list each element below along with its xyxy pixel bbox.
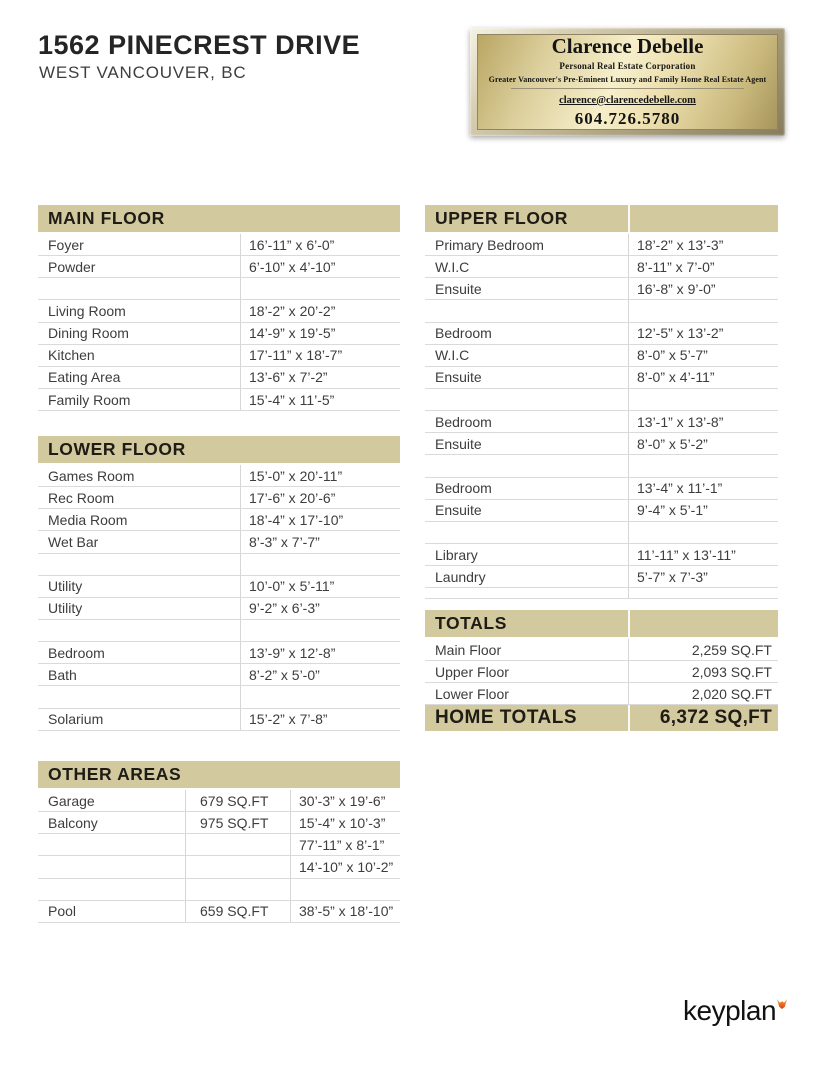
table-row [425, 345, 778, 367]
table-row [38, 323, 400, 345]
upper-floor-title: UPPER FLOOR [435, 208, 568, 228]
floor-sqft: 2,093 SQ.FT [628, 661, 778, 682]
room-dims: 18’-2” x 13’-3” [628, 234, 778, 255]
area-sqft [185, 834, 290, 855]
room-dims: 12’-5” x 13’-2” [628, 323, 778, 344]
table-row [425, 433, 778, 455]
room-name: W.I.C [435, 347, 470, 364]
room-name: Utility [48, 578, 83, 595]
table-row [425, 256, 778, 278]
room-dims: 13’-6” x 7’-2” [240, 367, 400, 388]
floor-name: Lower Floor [435, 685, 509, 702]
room-name: Ensuite [435, 435, 482, 452]
table-row [425, 500, 778, 522]
table-row [38, 901, 400, 923]
room-name [425, 300, 628, 321]
area-dims: 38’-5” x 18’-10” [290, 901, 400, 922]
table-row [38, 812, 400, 834]
area-sqft: 659 SQ.FT [185, 901, 290, 922]
area-name [38, 879, 185, 900]
home-totals-row [425, 705, 778, 731]
room-dims: 15’-0” x 20’-11” [240, 465, 400, 486]
room-dims [240, 278, 400, 299]
room-name [38, 278, 240, 299]
agent-email-link[interactable]: clarence@clarencedebelle.com [559, 94, 696, 106]
room-name: Kitchen [48, 347, 95, 364]
room-name [38, 686, 240, 707]
room-name: W.I.C [435, 258, 470, 275]
agent-card [470, 28, 785, 136]
agent-phone: 604.726.5780 [574, 108, 681, 128]
room-dims: 9’-4” x 5’-1” [628, 500, 778, 521]
home-totals-value: 6,372 SQ,FT [628, 705, 778, 731]
room-dims: 8’-11” x 7’-0” [628, 256, 778, 277]
room-dims: 8’-0” x 5’-7” [628, 345, 778, 366]
other-areas-title: OTHER AREAS [48, 764, 182, 784]
table-row [38, 300, 400, 322]
room-dims: 16’-11” x 6’-0” [240, 234, 400, 255]
table-row [38, 509, 400, 531]
keyplan-logo-text: keyplan [683, 995, 777, 1026]
table-row [38, 642, 400, 664]
area-dims [290, 879, 400, 900]
area-dims: 14’-10” x 10’-2” [290, 856, 400, 877]
table-row [425, 278, 778, 300]
main-floor-title: MAIN FLOOR [48, 208, 165, 228]
room-dims [240, 620, 400, 641]
room-dims [628, 389, 778, 410]
table-row [425, 566, 778, 588]
totals-header-spacer [628, 610, 778, 637]
room-name: Utility [48, 600, 83, 617]
area-dims: 77’-11” x 8’-1” [290, 834, 400, 855]
area-sqft: 975 SQ.FT [185, 812, 290, 833]
room-name: Bedroom [435, 413, 492, 430]
room-dims: 17’-6” x 20’-6” [240, 487, 400, 508]
room-dims: 6’-10” x 4’-10” [240, 256, 400, 277]
area-name: Garage [48, 792, 95, 809]
table-row [38, 598, 400, 620]
page-subtitle: WEST VANCOUVER, BC [39, 63, 247, 82]
room-dims: 18’-2” x 20’-2” [240, 300, 400, 321]
table-row [425, 300, 778, 322]
room-name: Eating Area [48, 369, 121, 386]
other-areas-table [38, 761, 400, 923]
table-row [38, 879, 400, 901]
room-dims: 8’-2” x 5’-0” [240, 664, 400, 685]
room-dims: 17’-11” x 18’-7” [240, 345, 400, 366]
table-row [38, 256, 400, 278]
table-row [425, 683, 778, 705]
fox-icon [777, 999, 787, 1009]
totals-header [425, 610, 778, 637]
room-dims [628, 522, 778, 543]
room-name: Ensuite [435, 280, 482, 297]
agent-card-plate [477, 34, 778, 130]
totals-table [425, 610, 778, 731]
room-name: Living Room [48, 302, 126, 319]
room-dims: 9’-2” x 6’-3” [240, 598, 400, 619]
area-dims: 30’-3” x 19’-6” [290, 790, 400, 811]
table-row [425, 478, 778, 500]
room-dims [240, 554, 400, 575]
room-dims: 10’-0” x 5’-11” [240, 576, 400, 597]
table-row [38, 554, 400, 576]
room-dims [628, 455, 778, 476]
room-dims: 16’-8” x 9’-0” [628, 278, 778, 299]
table-row [425, 661, 778, 683]
area-name: Pool [48, 903, 77, 920]
table-row [425, 455, 778, 477]
table-row [425, 234, 778, 256]
room-dims: 15’-4” x 11’-5” [240, 389, 400, 410]
table-row [38, 367, 400, 389]
room-name: Ensuite [435, 369, 482, 386]
room-name: Bath [48, 666, 77, 683]
table-row [38, 487, 400, 509]
area-sqft [185, 856, 290, 877]
room-dims: 8’-3” x 7’-7” [240, 531, 400, 552]
table-row [38, 234, 400, 256]
table-row [425, 544, 778, 566]
floor-sqft: 2,020 SQ.FT [628, 683, 778, 704]
table-row [425, 323, 778, 345]
room-dims: 8’-0” x 4’-11” [628, 367, 778, 388]
lower-floor-title: LOWER FLOOR [48, 439, 186, 459]
table-row [38, 345, 400, 367]
card-divider [511, 88, 744, 89]
table-row [425, 639, 778, 661]
area-name: Balcony [48, 814, 98, 831]
room-name: Bedroom [435, 480, 492, 497]
room-name: Family Room [48, 391, 131, 408]
area-sqft: 679 SQ.FT [185, 790, 290, 811]
area-dims: 15’-4” x 10’-3” [290, 812, 400, 833]
room-name: Laundry [435, 568, 486, 585]
room-name [425, 588, 628, 598]
upper-floor-table [425, 205, 778, 599]
room-name: Dining Room [48, 325, 129, 342]
agent-name: Clarence Debelle [551, 34, 704, 59]
table-row [38, 620, 400, 642]
room-dims: 11’-11” x 13’-11” [628, 544, 778, 565]
room-dims: 14’-9” x 19’-5” [240, 323, 400, 344]
room-name [38, 554, 240, 575]
lower-floor-header [38, 436, 400, 463]
room-name [425, 455, 628, 476]
room-name: Bedroom [435, 325, 492, 342]
table-row [38, 465, 400, 487]
floor-sqft: 2,259 SQ.FT [628, 639, 778, 660]
table-row [38, 664, 400, 686]
table-row [38, 576, 400, 598]
table-row [425, 411, 778, 433]
room-dims [240, 686, 400, 707]
area-name [38, 834, 185, 855]
main-floor-table [38, 205, 400, 411]
table-row [38, 389, 400, 411]
table-row [425, 367, 778, 389]
main-floor-header [38, 205, 400, 232]
agent-tagline: Greater Vancouver's Pre-Eminent Luxury and Family Home Real Estate Agent [488, 74, 767, 84]
totals-title: TOTALS [435, 613, 507, 633]
page-title: 1562 PINECREST DRIVE [38, 30, 361, 60]
table-row [38, 834, 400, 856]
upper-floor-header [425, 205, 778, 232]
area-sqft [185, 879, 290, 900]
floor-name: Upper Floor [435, 663, 509, 680]
table-row [425, 588, 778, 599]
room-name: Foyer [48, 236, 84, 253]
room-dims: 13’-9” x 12’-8” [240, 642, 400, 663]
room-dims: 18’-4” x 17’-10” [240, 509, 400, 530]
room-name [425, 522, 628, 543]
room-name: Library [435, 546, 478, 563]
table-row [38, 790, 400, 812]
room-dims: 8’-0” x 5’-2” [628, 433, 778, 454]
room-name: Bedroom [48, 644, 105, 661]
lower-floor-table [38, 436, 400, 731]
agent-corporation: Personal Real Estate Corporation [559, 60, 696, 71]
table-row [425, 389, 778, 411]
keyplan-logo [683, 995, 787, 1027]
room-dims [628, 588, 778, 598]
room-name [425, 389, 628, 410]
table-row [38, 686, 400, 708]
table-row [38, 531, 400, 553]
room-dims: 5’-7” x 7’-3” [628, 566, 778, 587]
room-name: Games Room [48, 467, 135, 484]
room-name: Primary Bedroom [435, 236, 544, 253]
room-dims: 15’-2” x 7’-8” [240, 709, 400, 730]
table-row [38, 709, 400, 731]
area-name [38, 856, 185, 877]
table-row [425, 522, 778, 544]
room-dims: 13’-1” x 13’-8” [628, 411, 778, 432]
room-name: Media Room [48, 511, 128, 528]
home-totals-label: HOME TOTALS [435, 707, 578, 729]
room-name: Wet Bar [48, 533, 99, 550]
room-name [38, 620, 240, 641]
room-name: Solarium [48, 711, 104, 728]
upper-floor-header-spacer [628, 205, 778, 232]
floor-name: Main Floor [435, 641, 502, 658]
room-name: Rec Room [48, 489, 115, 506]
room-dims: 13’-4” x 11’-1” [628, 478, 778, 499]
table-row [38, 856, 400, 878]
room-name: Ensuite [435, 502, 482, 519]
room-dims [628, 300, 778, 321]
room-name: Powder [48, 258, 96, 275]
table-row [38, 278, 400, 300]
other-areas-header [38, 761, 400, 788]
